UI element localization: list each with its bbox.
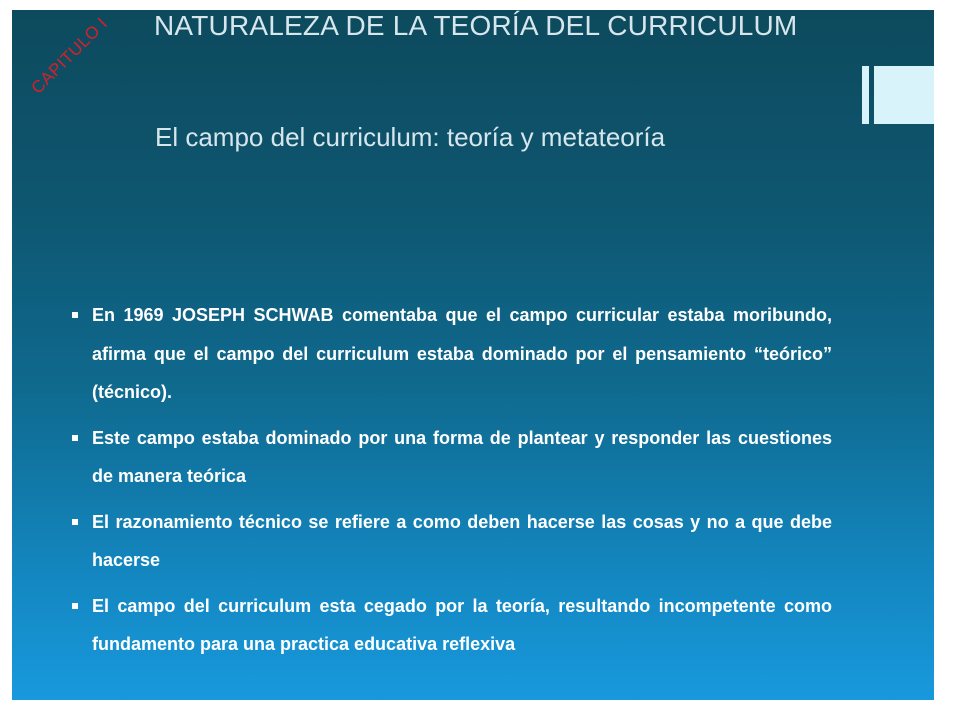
accent-bar-wide bbox=[874, 66, 934, 124]
slide-title: NATURALEZA DE LA TEORÍA DEL CURRICULUM bbox=[154, 10, 798, 41]
bullet-list bbox=[70, 296, 832, 671]
bullet-item bbox=[70, 419, 832, 496]
bullet-icon bbox=[72, 603, 78, 609]
bullet-item bbox=[70, 503, 832, 580]
bullet-icon bbox=[72, 312, 78, 318]
slide-subtitle: El campo del curriculum: teoría y metateoría bbox=[155, 122, 666, 152]
accent-bar-thin bbox=[862, 66, 869, 124]
bullet-item bbox=[70, 587, 832, 664]
decorative-bars bbox=[862, 66, 934, 124]
bullet-text: En 1969 JOSEPH SCHWAB comentaba que el campo curricular estaba moribundo, afirma que el campo del curriculum estaba dominado por el pensamiento “teórico” (técnico). bbox=[92, 305, 832, 402]
bullet-text: El razonamiento técnico se refiere a como deben hacerse las cosas y no a que debe hacerse bbox=[92, 511, 832, 570]
bullet-icon bbox=[72, 435, 78, 441]
bullet-icon bbox=[72, 519, 78, 525]
chapter-tag: CAPITULO I bbox=[27, 13, 112, 98]
bullet-text: El campo del curriculum esta cegado por la teoría, resultando incompetente como fundamento para una practica educativa reflexiva bbox=[92, 595, 832, 654]
bullet-text: Este campo estaba dominado por una forma de plantear y responder las cuestiones de manera teórica bbox=[92, 427, 832, 486]
slide bbox=[12, 10, 934, 700]
bullet-item bbox=[70, 296, 832, 412]
